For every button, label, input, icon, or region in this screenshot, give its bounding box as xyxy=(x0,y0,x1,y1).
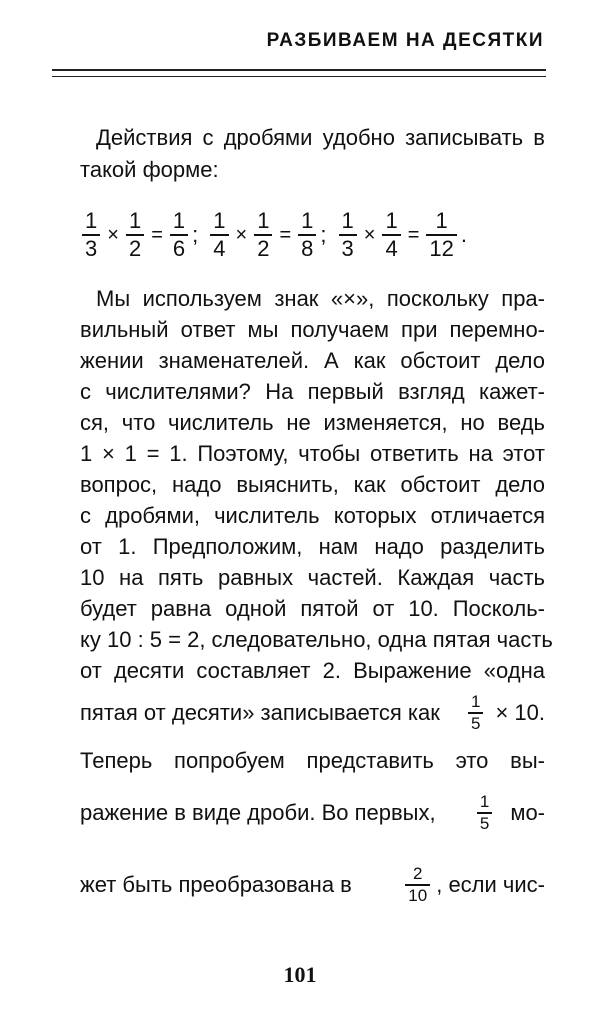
fraction: $\frac{1}{2}$ xyxy=(254,208,272,262)
fraction: $\frac{1}{4}$ xyxy=(382,208,400,262)
fraction: $\frac{1}{3}$ xyxy=(339,208,357,262)
multiply-sign: × xyxy=(363,223,376,246)
line-text: жет быть преобразована в xyxy=(80,872,352,897)
fraction: $\frac{1}{8}$ xyxy=(298,208,316,262)
paragraph-line-with-fraction xyxy=(80,790,545,836)
line-text: пятая от десяти» записывается как xyxy=(80,700,440,725)
fraction: $\frac{2}{10}$ xyxy=(405,864,430,906)
paragraph-line-with-fraction xyxy=(80,690,545,736)
fraction: $\frac{1}{3}$ xyxy=(82,208,100,262)
header-rule xyxy=(52,69,546,71)
paragraph-line: от десяти составляет 2. Выражение «одна xyxy=(80,658,545,683)
page-number: 101 xyxy=(283,962,317,987)
paragraph-line: с дробями, числитель которых отличается xyxy=(80,503,545,528)
paragraph-line: вопрос, надо выяснить, как обстоит дело xyxy=(80,472,545,497)
paragraph-line: Теперь попробуем представить это вы- xyxy=(80,748,545,773)
line-text: × 10. xyxy=(495,700,545,725)
multiply-sign: × xyxy=(107,223,119,246)
fraction: $\frac{1}{6}$ xyxy=(170,208,188,262)
paragraph-line: от 1. Предположим, нам надо разделить xyxy=(80,534,545,559)
paragraph-line-with-fraction xyxy=(80,862,545,908)
paragraph-line: жении знаменателей. А как обстоит дело xyxy=(80,348,545,373)
paragraph-line: вильный ответ мы получаем при перемно- xyxy=(80,317,545,342)
running-header: РАЗБИВАЕМ НА ДЕСЯТКИ xyxy=(266,30,544,51)
fraction: $\frac{1}{12}$ xyxy=(426,208,456,262)
paragraph-line: такой форме: xyxy=(80,157,219,182)
separator: . xyxy=(460,222,467,247)
fraction: $\frac{1}{5}$ xyxy=(477,792,492,834)
paragraph-line: ся, что числитель не изменяется, но ведь xyxy=(80,410,545,435)
line-text: ражение в виде дроби. Во первых, xyxy=(80,800,436,825)
separator: ; xyxy=(320,222,327,247)
paragraph-line: Действия с дробями удобно записывать в xyxy=(96,125,545,150)
paragraph-line: будет равна одной пятой от 10. Посколь- xyxy=(80,596,545,621)
paragraph-line: ку 10 : 5 = 2, следовательно, одна пятая часть xyxy=(80,627,553,652)
equals-sign: = xyxy=(151,223,163,246)
fraction-equations xyxy=(80,203,550,267)
paragraph-line: 1 × 1 = 1. Поэтому, чтобы ответить на этот xyxy=(80,441,545,466)
paragraph-line: Мы используем знак «×», поскольку пра- xyxy=(96,286,545,311)
fraction: $\frac{1}{5}$ xyxy=(468,692,483,734)
fraction: $\frac{1}{4}$ xyxy=(210,208,228,262)
line-text: , если чис- xyxy=(436,872,545,897)
line-text: мо- xyxy=(510,800,545,825)
paragraph-line: 10 на пять равных частей. Каждая часть xyxy=(80,565,545,590)
separator: ; xyxy=(192,222,199,247)
multiply-sign: × xyxy=(235,223,248,246)
equals-sign: = xyxy=(279,223,292,246)
header-rule-thin xyxy=(52,76,546,77)
paragraph-line: с числителями? На первый взгляд кажет- xyxy=(80,379,545,404)
equals-sign: = xyxy=(407,223,420,246)
fraction: $\frac{1}{2}$ xyxy=(126,208,144,262)
